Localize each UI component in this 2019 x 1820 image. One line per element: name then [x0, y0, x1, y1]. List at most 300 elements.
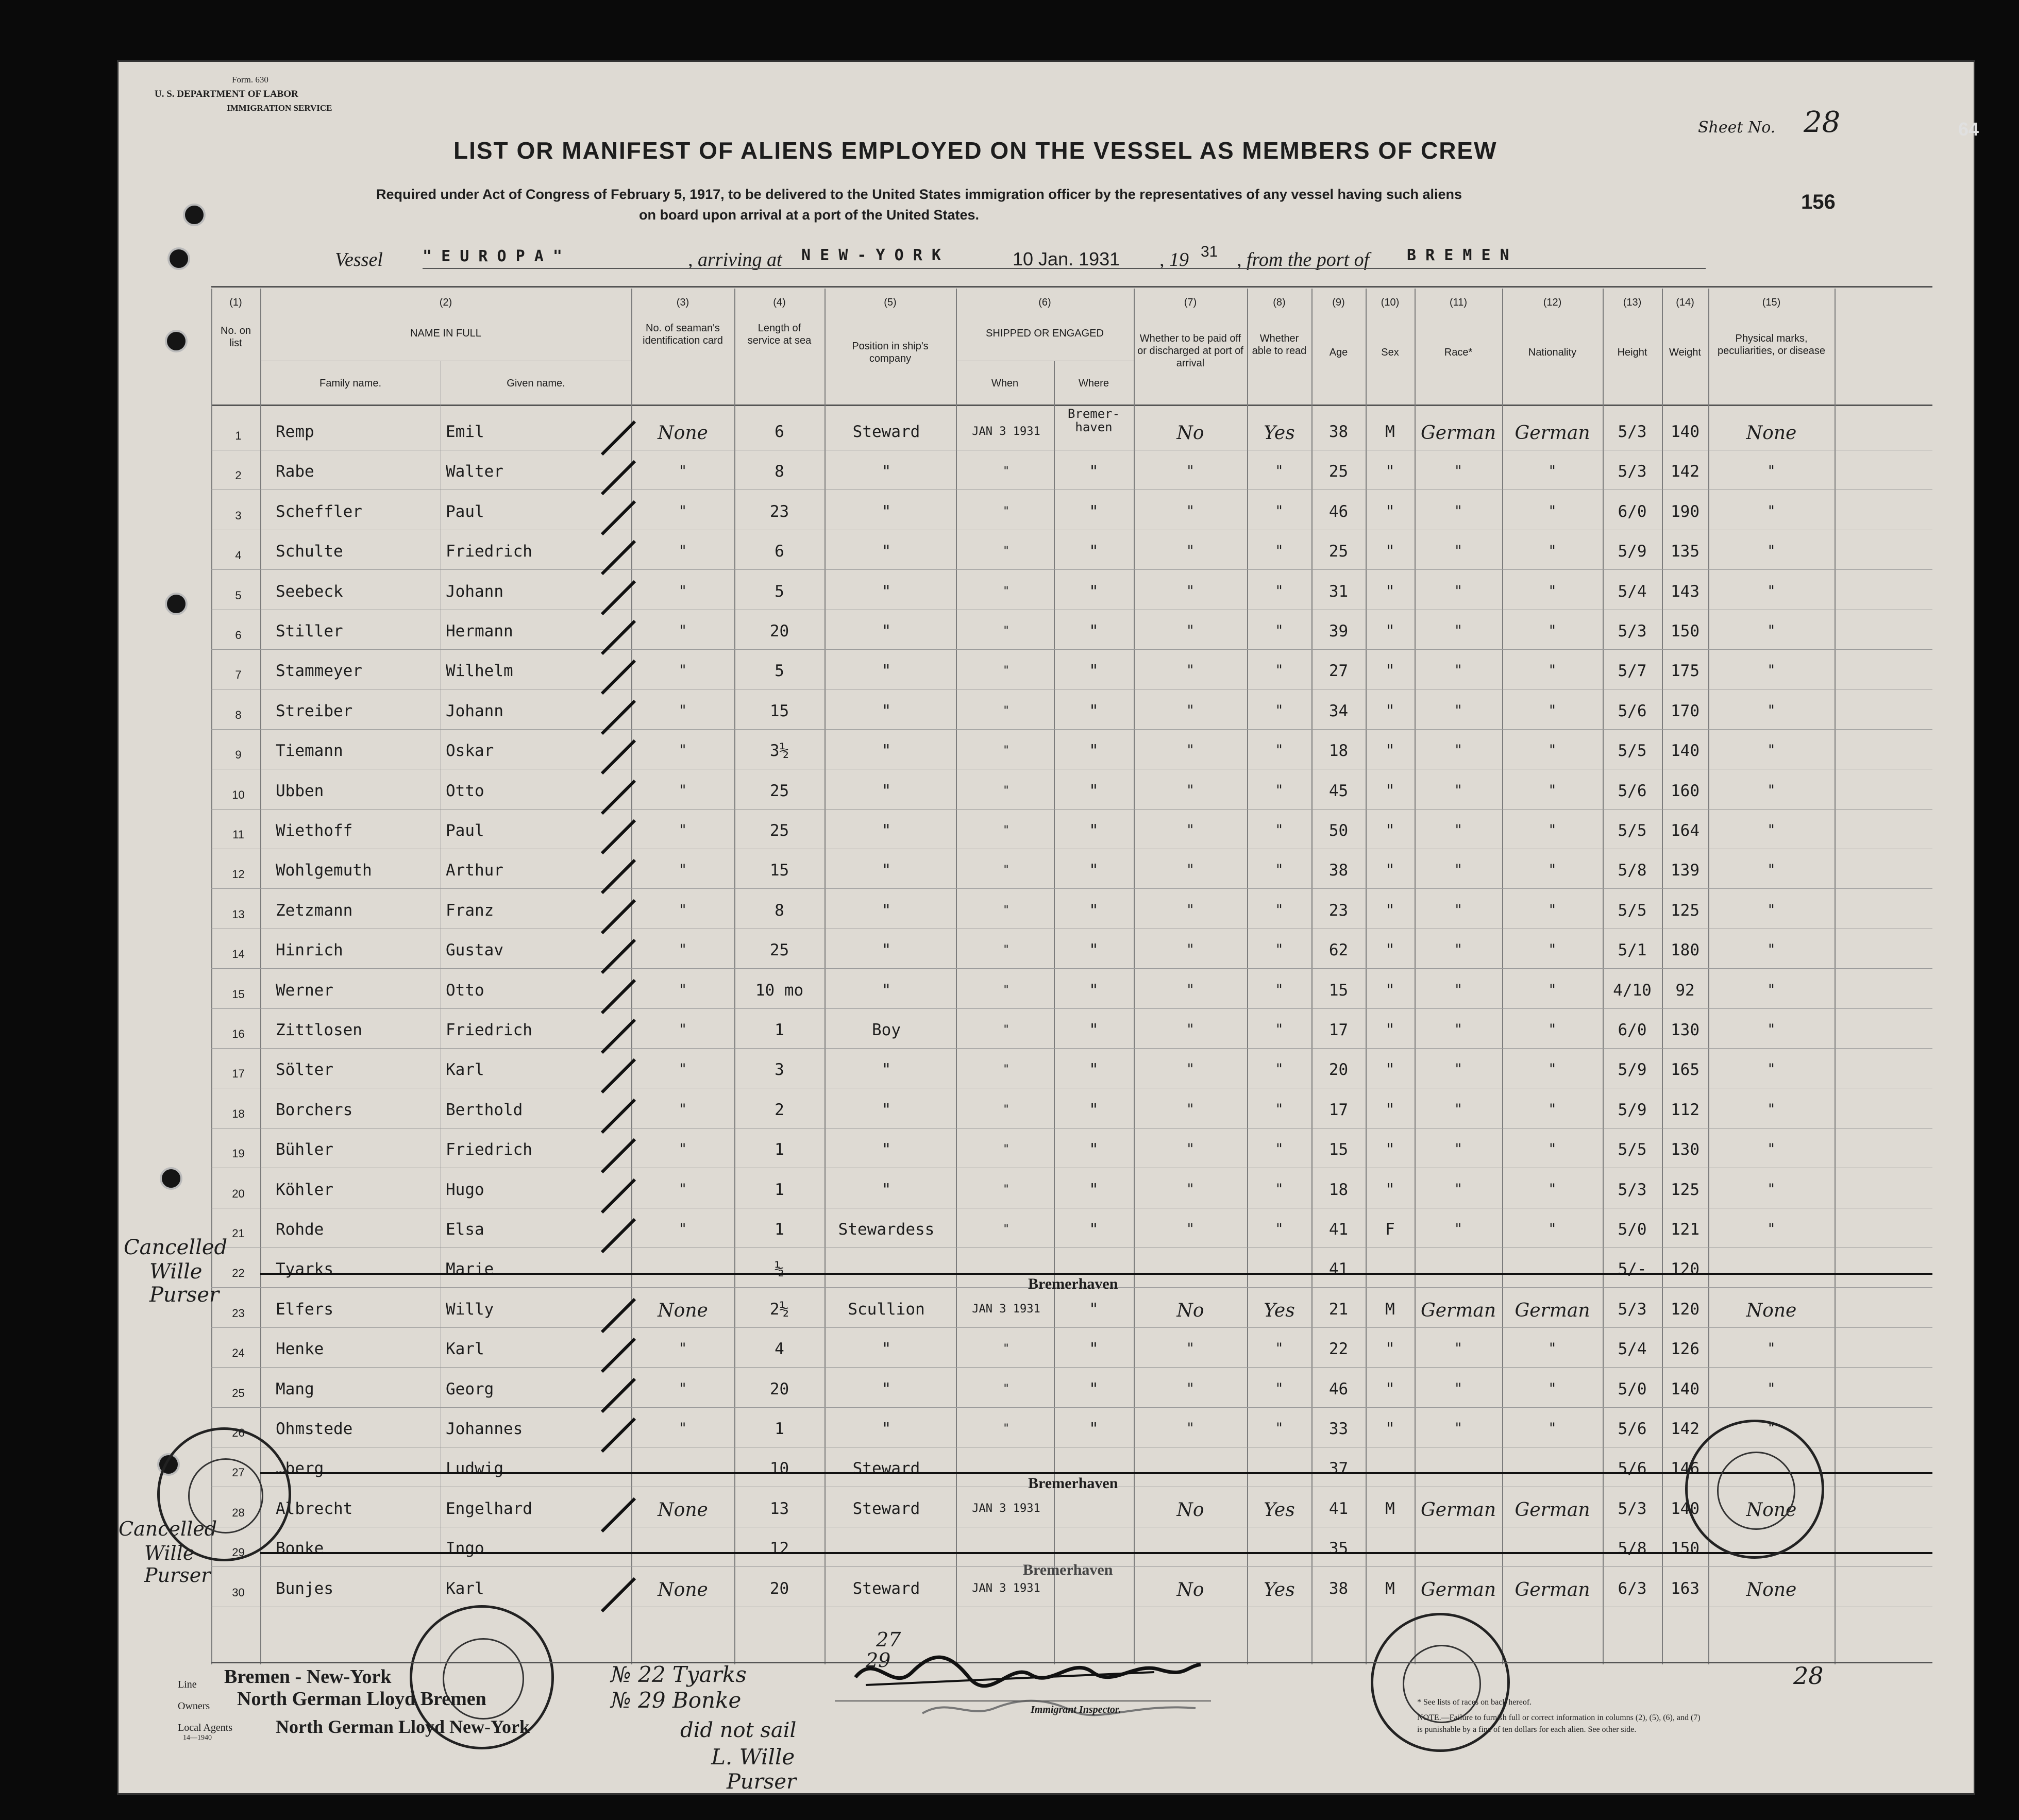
id-card: "	[679, 582, 686, 599]
shipped-where: "	[1089, 861, 1099, 880]
sex: "	[1385, 502, 1395, 521]
shipped-when: "	[1002, 943, 1010, 956]
age: 35	[1328, 1539, 1349, 1558]
shipped-when: "	[1002, 864, 1010, 877]
id-card: None	[658, 1579, 708, 1600]
race: "	[1455, 742, 1462, 759]
position: "	[881, 981, 891, 1000]
shipped-where: "	[1089, 1220, 1099, 1239]
height: 5/3	[1618, 1181, 1647, 1199]
id-card: None	[658, 423, 708, 444]
id-card: "	[679, 941, 686, 958]
sex: "	[1385, 462, 1395, 481]
shipped-where: "	[1089, 1300, 1099, 1319]
id-card: "	[679, 1380, 686, 1397]
family-name: Rabe	[276, 462, 314, 481]
tick-mark	[598, 537, 639, 578]
physical-marks: "	[1768, 662, 1775, 679]
height: 5/6	[1618, 782, 1647, 800]
owners-label: Owners	[178, 1700, 210, 1712]
punch-hole	[160, 1167, 182, 1190]
age: 46	[1328, 502, 1349, 521]
race: "	[1455, 821, 1462, 838]
margin-wille-1: Wille	[149, 1260, 203, 1284]
service-length: 8	[775, 901, 784, 920]
given-name: Hugo	[446, 1181, 484, 1199]
service-length: 25	[769, 782, 789, 800]
age: 41	[1328, 1220, 1349, 1239]
row-number: 24	[232, 1346, 245, 1359]
nationality: "	[1549, 542, 1556, 559]
race: "	[1455, 1420, 1462, 1437]
race: "	[1455, 1220, 1462, 1237]
col7-header: Whether to be paid off or discharged at port of arrival	[1137, 333, 1243, 369]
service-length: 15	[769, 861, 789, 880]
id-card: "	[679, 1101, 686, 1118]
paid-off: "	[1187, 502, 1194, 519]
col11-header: Race*	[1444, 347, 1473, 358]
service-length: 2½	[769, 1300, 789, 1319]
position: Steward	[852, 1459, 920, 1478]
form-number: Form. 630	[232, 75, 268, 85]
sex: "	[1385, 542, 1395, 561]
given-name: Johannes	[446, 1420, 523, 1438]
family-name: Bühler	[276, 1140, 333, 1159]
weight: 165	[1671, 1060, 1700, 1079]
race: "	[1455, 782, 1462, 799]
able-to-read: "	[1276, 821, 1283, 838]
tick-mark	[598, 1175, 639, 1217]
shipped-when: JAN 3 1931	[972, 425, 1040, 438]
consulate-stamp-right	[1685, 1420, 1824, 1559]
nationality: "	[1549, 941, 1556, 958]
race: German	[1420, 1579, 1496, 1600]
cancel-strikethrough	[260, 1552, 1932, 1554]
age: 39	[1328, 622, 1349, 641]
year-value: 31	[1201, 243, 1218, 260]
shipped-where: "	[1089, 1021, 1099, 1039]
age: 46	[1328, 1380, 1349, 1398]
sex: M	[1385, 1579, 1395, 1598]
sex: "	[1385, 941, 1395, 959]
family-name: Werner	[276, 981, 333, 1000]
paid-off: No	[1176, 1499, 1204, 1521]
col12-number: (12)	[1543, 297, 1562, 308]
family-name: Schulte	[276, 542, 343, 561]
nationality: "	[1549, 1140, 1556, 1157]
able-to-read: "	[1276, 462, 1283, 479]
row-number: 11	[232, 828, 244, 841]
given-name: Wilhelm	[446, 662, 513, 680]
paid-off: "	[1187, 782, 1194, 799]
row-rule	[211, 1367, 1932, 1368]
sex: "	[1385, 662, 1395, 680]
nationality: German	[1515, 1579, 1590, 1600]
service-length: 10	[769, 1459, 789, 1478]
col7-number: (7)	[1184, 297, 1197, 308]
race-note: * See lists of races on back hereof.	[1417, 1698, 1532, 1707]
position: Scullion	[848, 1300, 925, 1319]
shipped-where: "	[1089, 502, 1099, 521]
family-name: Köhler	[276, 1181, 333, 1199]
weight: 190	[1671, 502, 1700, 521]
subtitle-line2: on board upon arrival at a port of the United States.	[639, 207, 980, 223]
punch-hole	[183, 204, 206, 226]
inspector-label: Immigrant Inspector.	[1031, 1704, 1121, 1715]
position: "	[881, 742, 891, 760]
race: "	[1455, 1101, 1462, 1118]
position: Steward	[852, 1579, 920, 1598]
age: 27	[1328, 662, 1349, 680]
shipped-when: "	[1002, 1023, 1010, 1036]
given-name: Johann	[446, 582, 503, 601]
able-to-read: "	[1276, 1021, 1283, 1038]
physical-marks: "	[1768, 981, 1775, 998]
tick-mark	[598, 896, 639, 937]
race: German	[1420, 423, 1496, 444]
family-name: Sölter	[276, 1060, 333, 1079]
given-name: Otto	[446, 782, 484, 800]
family-name: Wohlgemuth	[276, 861, 372, 880]
given-name: Ingo	[446, 1539, 484, 1558]
tick-mark	[598, 1096, 639, 1137]
shipped-where: "	[1089, 542, 1099, 561]
position: "	[881, 462, 891, 481]
weight: 160	[1671, 782, 1700, 800]
col8-header: Whether able to read	[1252, 333, 1307, 357]
paid-off: No	[1176, 1300, 1204, 1321]
shipped-where: "	[1089, 702, 1099, 720]
vessel-underline	[423, 268, 1706, 269]
able-to-read: "	[1276, 1420, 1283, 1437]
row-number: 1	[235, 429, 242, 442]
shipped-when: "	[1002, 585, 1010, 598]
family-name: Tyarks	[276, 1260, 333, 1278]
tick-mark	[598, 816, 639, 857]
family-name: Seebeck	[276, 582, 343, 601]
paid-off: "	[1187, 462, 1194, 479]
row-number: 25	[232, 1387, 245, 1400]
position: "	[881, 1181, 891, 1199]
age: 22	[1328, 1340, 1349, 1358]
row-number: 27	[232, 1466, 245, 1479]
shipped-where: "	[1089, 1420, 1099, 1438]
given-name: Otto	[446, 981, 484, 1000]
service-length: 20	[769, 1579, 789, 1598]
age: 50	[1328, 821, 1349, 840]
family-name: Zittlosen	[276, 1021, 362, 1039]
physical-marks: "	[1768, 462, 1775, 479]
id-card: "	[679, 742, 686, 759]
physical-marks: "	[1768, 702, 1775, 719]
shipped-where: "	[1089, 1181, 1099, 1199]
agents-label: Local Agents	[178, 1722, 233, 1733]
id-card: "	[679, 1220, 686, 1237]
row-number: 12	[232, 868, 245, 881]
fine-note-line1: NOTE.—Failure to furnish full or correct information in columns (2), (5), (6), and (7)	[1417, 1713, 1701, 1722]
height: 5/5	[1618, 1140, 1647, 1159]
height: 5/0	[1618, 1380, 1647, 1398]
race: "	[1455, 702, 1462, 719]
race: "	[1455, 981, 1462, 998]
sex: "	[1385, 622, 1395, 641]
given-name: Friedrich	[446, 1140, 532, 1159]
paid-off: "	[1187, 582, 1194, 599]
row-rule	[211, 729, 1932, 730]
given-name: Emil	[446, 423, 484, 441]
nationality: "	[1549, 1060, 1556, 1077]
tick-mark	[598, 617, 639, 658]
physical-marks: "	[1768, 1021, 1775, 1038]
weight: 120	[1671, 1260, 1700, 1278]
nationality: "	[1549, 502, 1556, 519]
col2-number: (2)	[439, 297, 452, 308]
row-number: 8	[235, 709, 242, 721]
tick-mark	[598, 976, 639, 1017]
physical-marks: "	[1768, 1380, 1775, 1397]
height: 5/4	[1618, 1340, 1647, 1358]
col6-header: SHIPPED OR ENGAGED	[986, 328, 1104, 339]
manifest-title: LIST OR MANIFEST OF ALIENS EMPLOYED ON THE VESSEL AS MEMBERS OF CREW	[453, 137, 1498, 164]
cancel-strikethrough	[260, 1273, 1932, 1275]
position: "	[881, 1380, 891, 1398]
able-to-read: Yes	[1264, 1300, 1295, 1321]
nationality: "	[1549, 901, 1556, 918]
row-number: 23	[232, 1307, 245, 1320]
race: "	[1455, 582, 1462, 599]
paid-off: No	[1176, 423, 1204, 444]
position: "	[881, 1101, 891, 1119]
able-to-read: "	[1276, 622, 1283, 639]
punch-hole	[165, 330, 188, 352]
nationality: "	[1549, 1181, 1556, 1198]
able-to-read: Yes	[1264, 1499, 1295, 1521]
physical-marks: "	[1768, 582, 1775, 599]
nationality: "	[1549, 782, 1556, 799]
id-card: "	[679, 1140, 686, 1157]
sex: "	[1385, 782, 1395, 800]
able-to-read: "	[1276, 1101, 1283, 1118]
age: 20	[1328, 1060, 1349, 1079]
age: 23	[1328, 901, 1349, 920]
family-name: Scheffler	[276, 502, 362, 521]
able-to-read: "	[1276, 1340, 1283, 1357]
able-to-read: "	[1276, 941, 1283, 958]
given-name: Franz	[446, 901, 494, 920]
shipped-where: "	[1089, 901, 1099, 920]
row-number: 30	[232, 1586, 245, 1599]
shipped-when: "	[1002, 744, 1010, 757]
race: "	[1455, 861, 1462, 878]
service-length: 1	[775, 1420, 784, 1438]
height: 5/4	[1618, 582, 1647, 601]
count-total: 27	[876, 1628, 901, 1651]
weight: 140	[1671, 742, 1700, 760]
paid-off: "	[1187, 861, 1194, 878]
paid-off: "	[1187, 1060, 1194, 1077]
tick-mark	[598, 1494, 639, 1536]
service-length: 25	[769, 941, 789, 959]
row-number: 21	[232, 1227, 245, 1240]
height: 5/9	[1618, 1101, 1647, 1119]
col4-number: (4)	[773, 297, 786, 308]
sex: "	[1385, 1140, 1395, 1159]
col10-header: Sex	[1381, 347, 1399, 358]
physical-marks: None	[1746, 423, 1797, 444]
family-name: Bonke	[276, 1539, 324, 1558]
paid-off: "	[1187, 1021, 1194, 1038]
height: 6/3	[1618, 1579, 1647, 1598]
shipped-when: "	[1002, 984, 1010, 997]
physical-marks: "	[1768, 1220, 1775, 1237]
position: "	[881, 821, 891, 840]
nationality: "	[1549, 702, 1556, 719]
weight: 175	[1671, 662, 1700, 680]
page-number: 156	[1801, 191, 1836, 213]
sex: "	[1385, 1181, 1395, 1199]
department-label: U. S. DEPARTMENT OF LABOR	[155, 89, 298, 99]
sex: "	[1385, 702, 1395, 720]
weight: 130	[1671, 1021, 1700, 1039]
from-port: B R E M E N	[1407, 246, 1509, 264]
paid-off: "	[1187, 742, 1194, 759]
position: Boy	[872, 1021, 901, 1039]
line-value: Bremen - New-York	[224, 1666, 392, 1688]
family-name: Zetzmann	[276, 901, 353, 920]
height: 5/9	[1618, 1060, 1647, 1079]
given-name: Friedrich	[446, 542, 532, 561]
nationality: "	[1549, 622, 1556, 639]
position: "	[881, 662, 891, 680]
age: 25	[1328, 542, 1349, 561]
shipped-where: "	[1089, 782, 1099, 800]
given-name: Karl	[446, 1340, 484, 1358]
race: "	[1455, 1140, 1462, 1157]
row-rule	[211, 888, 1932, 889]
nationality: "	[1549, 861, 1556, 878]
given-name: Oskar	[446, 742, 494, 760]
sheet-label: Sheet No.	[1698, 119, 1776, 137]
id-card: "	[679, 662, 686, 679]
paid-off: "	[1187, 622, 1194, 639]
physical-marks: "	[1768, 542, 1775, 559]
shipped-where: "	[1089, 1140, 1099, 1159]
tick-mark	[598, 1295, 639, 1336]
sex: "	[1385, 901, 1395, 920]
given-name: Walter	[446, 462, 503, 481]
row-number: 10	[232, 788, 245, 801]
able-to-read: "	[1276, 742, 1283, 759]
count-original: 29	[866, 1649, 891, 1672]
arriving-label: , arriving at	[688, 249, 782, 271]
physical-marks: None	[1746, 1579, 1797, 1600]
given-name: Georg	[446, 1380, 494, 1398]
row-number: 28	[232, 1506, 245, 1519]
height: 6/0	[1618, 502, 1647, 521]
purser-title: Purser	[727, 1770, 797, 1794]
col2-given-header: Given name.	[507, 378, 565, 389]
col15-number: (15)	[1762, 297, 1781, 308]
height: 5/3	[1618, 1499, 1647, 1518]
age: 62	[1328, 941, 1349, 959]
consulate-stamp-left	[157, 1427, 291, 1561]
nationality: "	[1549, 1021, 1556, 1038]
tick-mark	[598, 697, 639, 738]
age: 21	[1328, 1300, 1349, 1319]
given-name: Johann	[446, 702, 503, 720]
position: "	[881, 622, 891, 641]
service-length: 5	[775, 582, 784, 601]
col2-family-header: Family name.	[319, 378, 382, 389]
weight: 139	[1671, 861, 1700, 880]
weight: 150	[1671, 622, 1700, 641]
height: 5/5	[1618, 821, 1647, 840]
physical-marks: "	[1768, 821, 1775, 838]
row-number: 4	[235, 549, 242, 562]
height: 5/1	[1618, 941, 1647, 959]
row-rule	[211, 1048, 1932, 1049]
sex: F	[1385, 1220, 1395, 1239]
sex: M	[1385, 423, 1395, 441]
shipped-where: "	[1089, 582, 1099, 601]
physical-marks: "	[1768, 1060, 1775, 1077]
position: "	[881, 1340, 891, 1358]
shipped-when: "	[1002, 1223, 1010, 1236]
height: 5/8	[1618, 1539, 1647, 1558]
nationality: "	[1549, 742, 1556, 759]
height: 5/3	[1618, 462, 1647, 481]
row-number: 13	[232, 908, 245, 921]
physical-marks: "	[1768, 782, 1775, 799]
paid-off: "	[1187, 1140, 1194, 1157]
shipped-when: "	[1002, 505, 1010, 518]
cancel-strikethrough	[260, 1472, 1932, 1474]
shipped-where: "	[1089, 742, 1099, 760]
shipped-when: JAN 3 1931	[972, 1582, 1040, 1595]
family-name: Hinrich	[276, 941, 343, 959]
vessel-name: " E U R O P A "	[423, 247, 562, 265]
nationality: "	[1549, 1340, 1556, 1357]
age: 18	[1328, 742, 1349, 760]
id-card: "	[679, 542, 686, 559]
inspector-rule	[835, 1700, 1211, 1701]
row-rule	[211, 1407, 1932, 1408]
position: "	[881, 702, 891, 720]
row-number: 2	[235, 469, 242, 482]
shipped-when: "	[1002, 465, 1010, 478]
age: 38	[1328, 423, 1349, 441]
col2-header: NAME IN FULL	[410, 328, 481, 339]
col8-number: (8)	[1273, 297, 1286, 308]
row-number: 7	[235, 668, 242, 681]
vessel-label: Vessel	[335, 249, 383, 271]
given-name: Willy	[446, 1300, 494, 1319]
able-to-read: "	[1276, 782, 1283, 799]
service-length: 10 mo	[755, 981, 804, 1000]
physical-marks: "	[1768, 742, 1775, 759]
col3-header: No. of seaman's identification card	[643, 323, 723, 346]
weight: 150	[1671, 1539, 1700, 1558]
position: "	[881, 1140, 891, 1159]
sex: "	[1385, 1060, 1395, 1079]
race: "	[1455, 901, 1462, 918]
weight: 125	[1671, 901, 1700, 920]
row-number: 26	[232, 1426, 245, 1439]
tick-mark	[598, 457, 639, 498]
family-name: Streiber	[276, 702, 353, 720]
shipped-when: "	[1002, 1422, 1010, 1435]
paid-off: "	[1187, 1380, 1194, 1397]
